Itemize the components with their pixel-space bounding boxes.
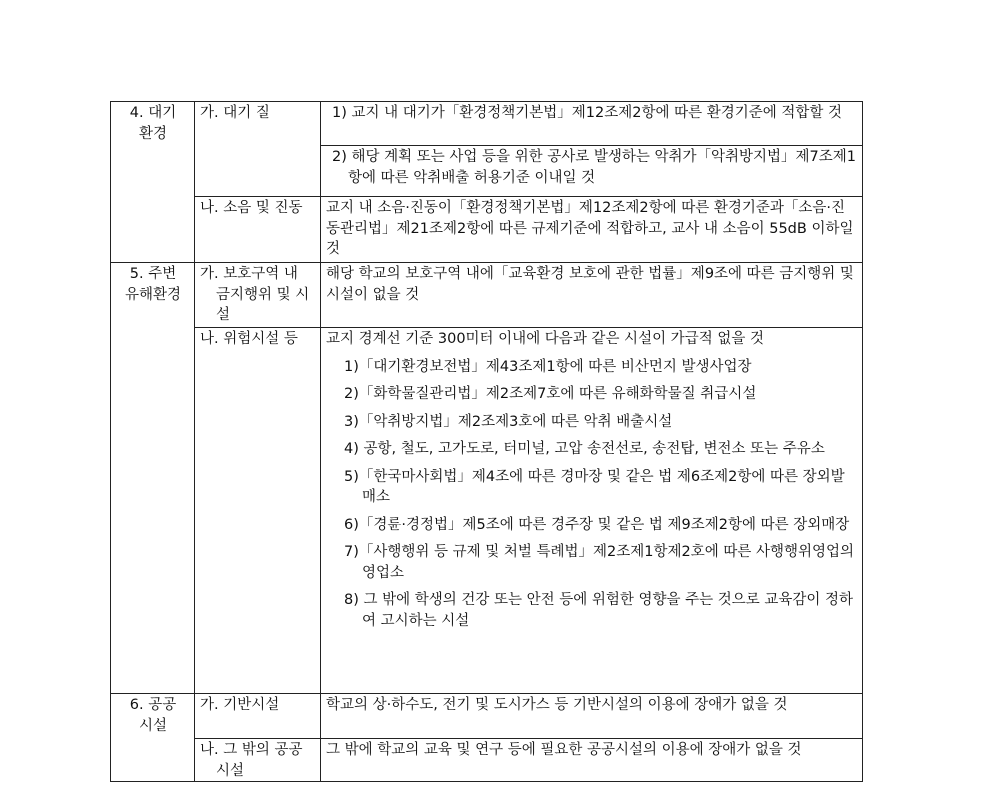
subcategory-label: 가. 대기 질 — [200, 105, 270, 121]
category-cell — [111, 102, 195, 263]
criteria-cell — [321, 328, 863, 694]
criteria-text: 학교의 상·하수도, 전기 및 도시가스 등 기반시설의 이용에 장애가 없을 것 — [326, 697, 788, 713]
subcategory-cell — [195, 694, 321, 739]
subcategory-label: 나. 위험시설 등 — [200, 331, 298, 347]
criteria-text: 해당 학교의 보호구역 내에「교육환경 보호에 관한 법률」제9조에 따른 금지행위 및 시설이 없을 것 — [326, 266, 854, 303]
subcategory-cell — [195, 102, 321, 197]
facility-item: 3)「악취방지법」제2조제3호에 따른 악취 배출시설 — [344, 413, 673, 430]
criteria-text: 교지 내 소음·진동이「환경정책기본법」제12조제2항에 따른 환경기준과「소음·진동관리법」제21조제2항에 따른 규제기준에 적합하고, 교사 내 소음이 55dB 이하일 것 — [326, 200, 854, 257]
criteria-cell — [321, 102, 863, 146]
criteria-cell — [321, 146, 863, 197]
subcategory-label: 나. 소음 및 진동 — [200, 200, 303, 216]
facility-item: 1)「대기환경보전법」제43조제1항에 따른 비산먼지 발생사업장 — [344, 358, 752, 375]
subcategory-label: 가. 보호구역 내 금지행위 및 시설 — [200, 266, 310, 323]
facility-item: 5)「한국마사회법」제4조에 따른 경마장 및 같은 법 제6조제2항에 따른 장외발매소 — [344, 468, 845, 505]
category-label: 5. 주변 유해환경 — [124, 266, 182, 303]
criteria-table — [110, 101, 863, 782]
category-label: 6. 공공 시설 — [129, 697, 177, 734]
criteria-cell — [321, 739, 863, 782]
criteria-intro: 교지 경계선 기준 300미터 이내에 다음과 같은 시설이 가급적 없을 것 — [326, 331, 764, 347]
table-row — [111, 197, 863, 263]
criteria-cell — [321, 197, 863, 263]
subcategory-label: 가. 기반시설 — [200, 697, 280, 713]
table-row — [111, 739, 863, 782]
criteria-item: 1) 교지 내 대기가「환경정책기본법」제12조제2항에 따른 환경기준에 적합할 것 — [332, 105, 843, 121]
category-label: 4. 대기 환경 — [129, 105, 177, 142]
table-row — [111, 102, 863, 146]
category-cell — [111, 694, 195, 782]
criteria-cell — [321, 694, 863, 739]
table-row — [111, 328, 863, 694]
subcategory-cell — [195, 197, 321, 263]
facility-item: 6)「경륜·경정법」제5조에 따른 경주장 및 같은 법 제9조제2항에 따른 장외매장 — [344, 516, 850, 533]
facility-item: 2)「화학물질관리법」제2조제7호에 따른 유해화학물질 취급시설 — [344, 386, 757, 402]
criteria-cell — [321, 263, 863, 328]
subcategory-cell — [195, 328, 321, 694]
category-cell — [111, 263, 195, 694]
criteria-item: 2) 해당 계획 또는 사업 등을 위한 공사로 발생하는 악취가「악취방지법」제7조제1항에 따른 악취배출 허용기준 이내일 것 — [332, 149, 857, 186]
facility-item: 4) 공항, 철도, 고가도로, 터미널, 고압 송전선로, 송전탑, 변전소 또는 주유소 — [344, 441, 825, 457]
criteria-text: 그 밖에 학교의 교육 및 연구 등에 필요한 공공시설의 이용에 장애가 없을 것 — [326, 742, 802, 758]
subcategory-cell — [195, 739, 321, 782]
subcategory-label: 나. 그 밖의 공공시설 — [200, 742, 303, 779]
subcategory-cell — [195, 263, 321, 328]
facility-item: 8) 그 밖에 학생의 건강 또는 안전 등에 위험한 영향을 주는 것으로 교육감이 정하여 고시하는 시설 — [344, 592, 854, 629]
table-row — [111, 263, 863, 328]
facility-item: 7)「사행행위 등 규제 및 처벌 특례법」제2조제1항제2호에 따른 사행행위영업의 영업소 — [344, 544, 855, 581]
table-row — [111, 694, 863, 739]
